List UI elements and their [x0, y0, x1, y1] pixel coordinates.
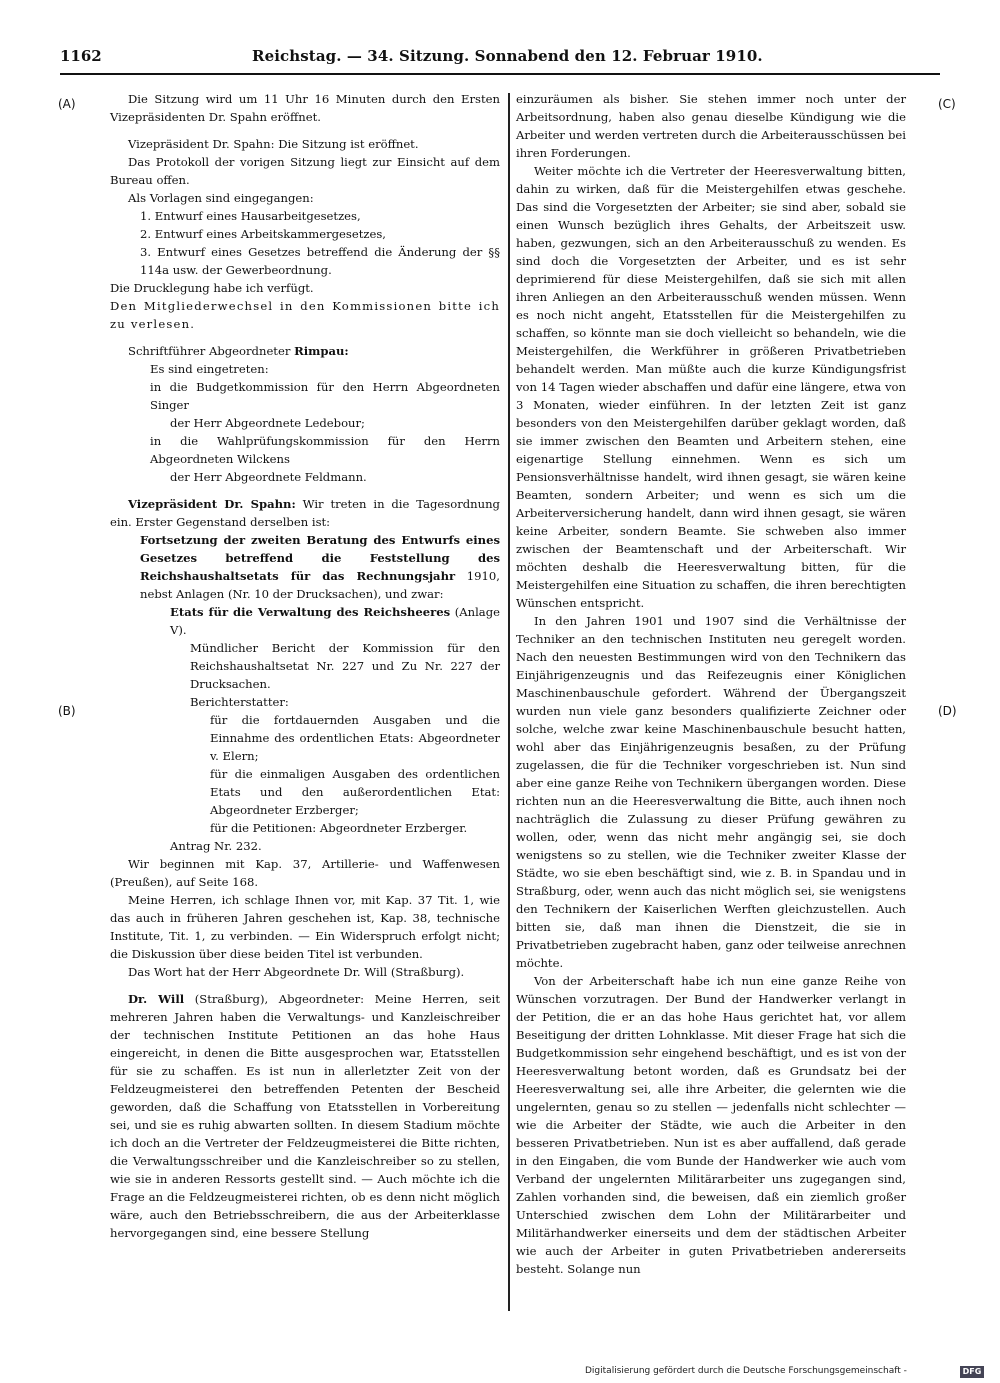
left-column: [110, 90, 500, 1242]
paragraph: der Herr Abgeordnete Ledebour;: [170, 416, 365, 430]
page-number: 1162: [60, 47, 102, 65]
paragraph: Weiter möchte ich die Vertreter der Heeresverwaltung bitten, dahin zu wirken, daß für die Meistergehilfen etwas geschehe. Das sind die Vorgesetzten der Arbeiter; sie sind aber, sobald sie einen Wunsch bezüglich ihres Gehalts, der Arbeitszeit usw. haben, gezwungen, sich an den Arbeiterausschuß zu wenden. Es sind doch die Vorgesetzten der Arbeiter, und es ist sehr deprimierend für diese Meistergehilfen, daß sie sich mit allen ihren Anliegen an den Arbeiterausschuß wenden müssen. Wenn es noch nicht angeht, Etatsstellen für die Meistergehilfen zu schaffen, so könnte man sie doch vielleicht so behandeln, wie die Meistergehilfen, die Werkführer in größeren Privatbetrieben behandelt werden. Man müßte auch die kurze Kündigungsfrist von 14 Tagen wieder abschaffen und dafür eine längere, etwa von 3 Monaten, wieder einführen. In der letzten Zeit ist ganz besonders von den Meistergehilfen darüber geklagt worden, daß sie immer zwischen den Beamten und Arbeitern stehen, eine eigenartige Stellung einnehmen. Wenn es sich um Pensionsverhältnisse handelt, wird ihnen gesagt, sie wären keine Beamten, sondern Arbeiter; und wenn es sich um die Arbeiterversicherung handelt, dann wird ihnen gesagt, sie wären keine Arbeiter, sondern Beamte. Sie schweben also immer zwischen der Beamtenschaft und der Arbeiterschaft. Wir möchten deshalb die Heeresverwaltung bitten, für die Meistergehilfen eine Situation zu schaffen, die ihren berechtigten Wünschen entspricht.: [516, 164, 906, 610]
agenda-item: Fortsetzung der zweiten Beratung des Entwurfs eines Gesetzes betreffend die Feststellung des Reichshaushaltsetats für das Rechnungsjahr 1910, nebst Anlagen (Nr. 10 der Drucksachen), und zwar:: [140, 533, 500, 601]
paragraph: Es sind eingetreten:: [150, 362, 269, 376]
list-item: 3. Entwurf eines Gesetzes betreffend die Änderung der §§ 114a usw. der Gewerbeordnung.: [140, 245, 500, 277]
list-item: 1. Entwurf eines Hausarbeitgesetzes,: [140, 209, 361, 223]
footer-credit: Digitalisierung gefördert durch die Deutsche Forschungsgemeinschaft -: [585, 1366, 907, 1376]
speaker-name: Vizepräsident Dr. Spahn:: [128, 137, 275, 151]
paragraph: für die Petitionen: Abgeordneter Erzberger.: [210, 821, 468, 835]
margin-marker-d: (D): [938, 704, 957, 718]
speech-paragraph: Schriftführer Abgeordneter Rimpau:: [128, 344, 349, 358]
running-title: Reichstag. — 34. Sitzung. Sonnabend den 12. Februar 1910.: [252, 47, 763, 65]
paragraph: Die Drucklegung habe ich verfügt.: [110, 281, 314, 295]
paragraph: in die Budgetkommission für den Herrn Abgeordneten Singer: [150, 380, 500, 412]
paragraph: der Herr Abgeordnete Feldmann.: [170, 470, 367, 484]
list-item: 2. Entwurf eines Arbeitskammergesetzes,: [140, 227, 386, 241]
paragraph: einzuräumen als bisher. Sie stehen immer noch unter der Arbeitsordnung, haben also genau dieselbe Kündigung wie die Arbeiter und werden vertreten durch die Arbeiterausschüssen bei ihren Forderungen.: [516, 92, 906, 160]
margin-marker-a: (A): [58, 97, 76, 111]
margin-marker-b: (B): [58, 704, 76, 718]
paragraph: Den Mitgliederwechsel in den Kommissionen bitte ich zu verlesen.: [110, 299, 500, 331]
right-column: [516, 90, 906, 1278]
paragraph: Berichterstatter:: [190, 695, 289, 709]
page-header: [60, 47, 940, 73]
paragraph: Meine Herren, ich schlage Ihnen vor, mit Kap. 37 Tit. 1, wie das auch in früheren Jahren geschehen ist, Kap. 38, technische Institute, Tit. 1, zu verbinden. — Ein Widerspruch erfolgt nicht; die Diskussion über diese beiden Titel ist verbunden.: [110, 893, 500, 961]
paragraph: für die fortdauernden Ausgaben und die Einnahme des ordentlichen Etats: Abgeordneter v. Elern;: [210, 713, 500, 763]
speaker-name: Dr. Will: [128, 992, 185, 1006]
paragraph: Mündlicher Bericht der Kommission für den Reichshaushaltsetat Nr. 227 und Zu Nr. 227 der Drucksachen.: [190, 641, 500, 691]
paragraph: Das Wort hat der Herr Abgeordnete Dr. Will (Straßburg).: [128, 965, 465, 979]
paragraph: Als Vorlagen sind eingegangen:: [128, 191, 314, 205]
paragraph: Das Protokoll der vorigen Sitzung liegt zur Einsicht auf dem Bureau offen.: [110, 155, 500, 187]
paragraph: Von der Arbeiterschaft habe ich nun eine ganze Reihe von Wünschen vorzutragen. Der Bund der Handwerker verlangt in der Petition, die er an das hohe Haus gerichtet hat, vor allem Beseitigung der dritten Lohnklasse. Mit dieser Frage hat sich die Budgetkommission sehr eingehend beschäftigt, und es ist von der Heeresverwaltung betont worden, daß es Grundsatz bei der Heeresverwaltung sei, alle ihre Arbeiter, die gelernten wie die ungelernten, genau so zu stellen — jedenfalls nicht schlechter — wie die Arbeiter der Städte, wie auch die Arbeiter in den besseren Privatbetrieben. Nun ist es aber auffallend, daß gerade in den Eingaben, die vom Bunde der Handwerker wie auch vom Verband der ungelernten Militärarbeiter uns zugegangen sind, Zahlen vorhanden sind, die beweisen, daß ein ziemlich großer Unterschied zwischen dem Lohn der Militärarbeiter und Militärhandwerker einerseits und dem der städtischen Arbeiter wie auch der Arbeiter in guten Privatbetrieben andererseits besteht. Solange nun: [516, 974, 906, 1276]
paragraph: In den Jahren 1901 und 1907 sind die Verhältnisse der Techniker an den technischen Instituten neu geregelt worden. Nach den neuesten Bestimmungen wird von den Technikern das Einjährigenzeugnis und das Reifezeugnis einer Königlichen Maschinenbauschule gefordert. Während der Übergangszeit wurden nun viele ganz besonders qualifizierte Zeichner oder solche, welche zwar keine Maschinenbauschule besucht hatten, wohl aber das Einjährigenzeugnis besaßen, zu der Prüfung zugelassen, die für die Techniker vorgeschrieben ist. Nun sind aber eine ganze Reihe von Technikern übergangen worden. Diese richten nun an die Heeresverwaltung die Bitte, auch ihnen noch nachträglich die Zulassung zu dieser Prüfung gewähren zu wollen, oder, wenn das nicht mehr angängig sei, sie doch wenigstens so zu stellen, wie die Techniker zweiter Klasse der Städte, wo sie eben beschäftigt sind, wie z. B. in Spandau und in Straßburg, oder, wenn auch das nicht möglich sei, sie wenigstens den Technikern der Kaiserlichen Werften gleichzustellen. Auch bitten sie, daß man ihnen die Dienstzeit, die sie in Privatbetrieben zugebracht haben, ganz oder teilweise anrechnen möchte.: [516, 614, 906, 970]
paragraph: für die einmaligen Ausgaben des ordentlichen Etats und den außerordentlichen Etat: Abgeordneter Erzberger;: [210, 767, 500, 817]
header-rule: [60, 73, 940, 75]
column-divider: [508, 93, 510, 1311]
speech-paragraph: Vizepräsident Dr. Spahn: Die Sitzung ist eröffnet.: [128, 137, 419, 151]
paragraph: in die Wahlprüfungskommission für den Herrn Abgeordneten Wilckens: [150, 434, 500, 466]
speaker-name: Vizepräsident Dr. Spahn:: [128, 497, 296, 511]
speaker-name: Rimpau:: [294, 344, 349, 358]
opening-paragraph: Die Sitzung wird um 11 Uhr 16 Minuten durch den Ersten Vizepräsidenten Dr. Spahn eröffnet.: [110, 92, 500, 124]
speech-paragraph: Dr. Will (Straßburg), Abgeordneter: Meine Herren, seit mehreren Jahren haben die Verwaltungs- und Kanzleischreiber der technischen Institute Petitionen an das hohe Haus eingereicht, in denen die Bitte ausgesprochen war, Etatsstellen für sie zu schaffen. Es ist nun in allerletzter Zeit von der Feldzeugmeisterei den betreffenden Petenten der Bescheid geworden, daß die Schaffung von Etatsstellen in Vorbereitung sei, und sie es ruhig abwarten sollten. In diesem Stadium möchte ich doch an die Vertreter der Feldzeugmeisterei die Bitte richten, die Verwaltungsschreiber und die Kanzleischreiber so zu stellen, wie sie in anderen Ressorts gestellt sind. — Auch möchte ich die Frage an die Feldzeugmeisterei richten, ob es denn nicht möglich wäre, auch den Betriebsschreibern, die aus der Arbeiterklasse hervorgegangen sind, eine bessere Stellung: [110, 992, 500, 1240]
speech-paragraph: Vizepräsident Dr. Spahn: Wir treten in die Tagesordnung ein. Erster Gegenstand derselben ist:: [110, 497, 500, 529]
paragraph: Wir beginnen mit Kap. 37, Artillerie- und Waffenwesen (Preußen), auf Seite 168.: [110, 857, 500, 889]
agenda-subitem: Etats für die Verwaltung des Reichsheeres (Anlage V).: [170, 605, 500, 637]
paragraph: Antrag Nr. 232.: [170, 839, 262, 853]
dfg-logo: DFG: [960, 1366, 984, 1378]
margin-marker-c: (C): [938, 97, 956, 111]
